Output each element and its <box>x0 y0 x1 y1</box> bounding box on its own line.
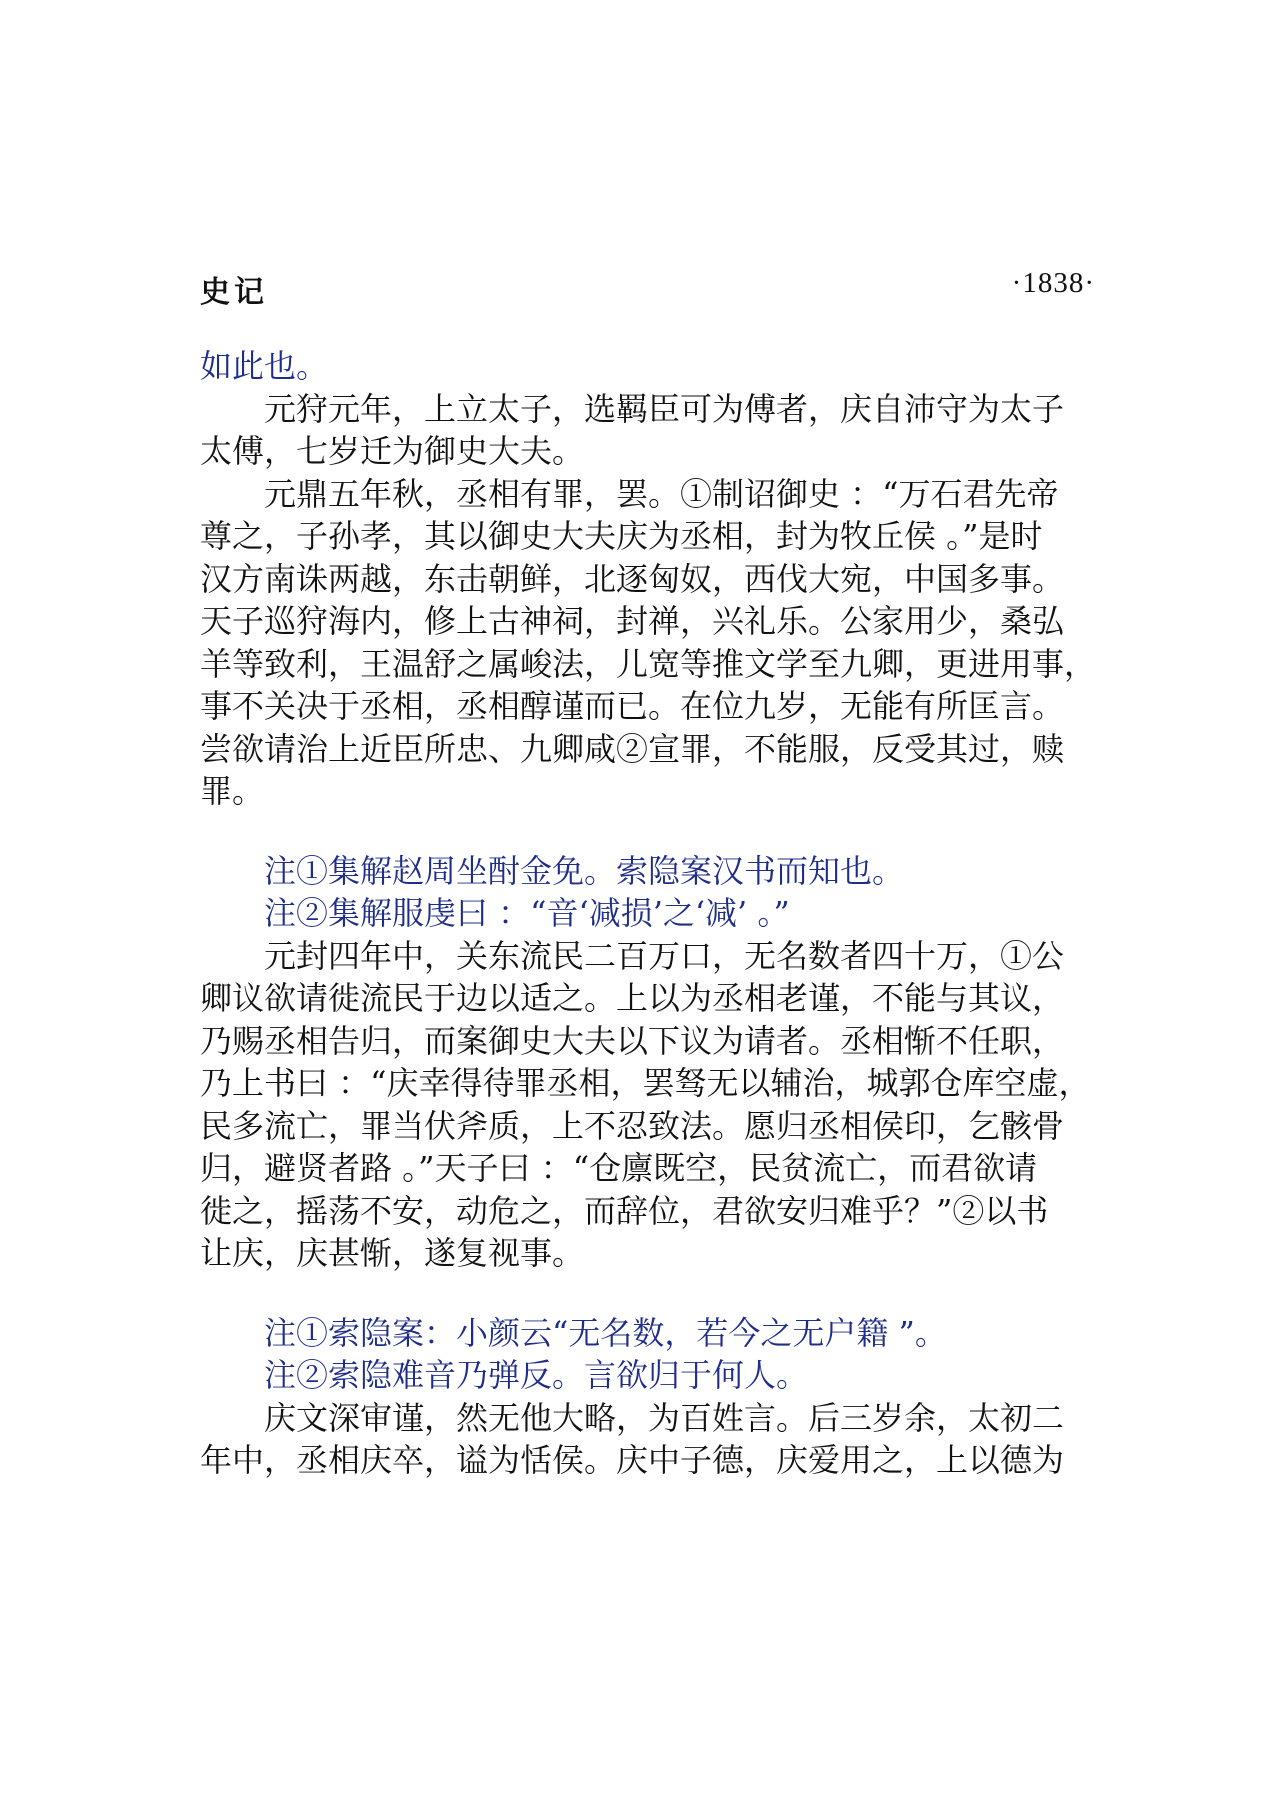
text-line: 尝欲请治上近臣所忠、九卿咸②宣罪，不能服，反受其过，赎 <box>200 729 1065 768</box>
text-line: 庆文深审谨，然无他大略，为百姓言。后三岁余，太初二 <box>264 1398 1065 1437</box>
text-line: 乃赐丞相告归，而案御史大夫以下议为请者。丞相惭不任职， <box>200 1021 1065 1060</box>
text-line: 尊之，子孙孝，其以御史大夫庆为丞相，封为牧丘侯 。”是时 <box>200 517 1043 555</box>
text-line: 元封四年中，关东流民二百万口，无名数者四十万，①公 <box>264 936 1065 975</box>
text-line: 事不关决于丞相，丞相醇谨而已。在位九岁，无能有所匡言。 <box>200 687 1065 725</box>
annotation-line: 注①索隐案：小颜云“无名数，若今之无户籍 ”。 <box>264 1313 947 1352</box>
paragraph-gap <box>200 1275 1115 1312</box>
page-number: ·1838· <box>1011 267 1095 299</box>
text-line: 卿议欲请徙流民于边以适之。上以为丞相老谨，不能与其议， <box>200 979 1065 1017</box>
text-line: 羊等致利，王温舒之属峻法，儿宽等推文学至九卿，更进用事， <box>200 644 1097 683</box>
text-line: 民多流亡，罪当伏斧质，上不忍致法。愿归丞相侯印，乞骸骨 <box>200 1106 1065 1145</box>
text-line: 徙之，摇荡不安，动危之，而辞位，君欲安归难乎？”②以书 <box>200 1191 1049 1230</box>
text-line: 年中，丞相庆卒，谥为恬侯。庆中子德，庆爱用之，上以德为 <box>200 1441 1065 1479</box>
text-line: 元鼎五年秋，丞相有罪，罢。①制诏御史 ：“万石君先帝 <box>264 474 1059 513</box>
annotation-line: 注①集解赵周坐酎金免。索隐案汉书而知也。 <box>264 851 905 890</box>
text-line: 天子巡狩海内，修上古神祠，封禅，兴礼乐。公家用少，桑弘 <box>200 602 1065 640</box>
text-line: 罪。 <box>200 772 265 810</box>
paragraph-gap <box>200 813 1115 850</box>
text-line: 乃上书曰 ：“庆幸得待罪丞相，罢驽无以辅治，城郭仓库空虚， <box>200 1064 1091 1102</box>
text-line: 让庆，庆甚惭，遂复视事。 <box>200 1234 585 1272</box>
annotation-line: 注②索隐难音乃弹反。言欲归于何人。 <box>264 1356 809 1394</box>
annotation-line: 注②集解服虔曰 ：“音‘减损’之‘减’ 。” <box>264 894 790 932</box>
text-line: 归，避贤者路 。”天子曰 ：“仓廪既空，民贫流亡，而君欲请 <box>200 1149 1038 1187</box>
annotation-line: 如此也。 <box>200 347 329 385</box>
text-line: 元狩元年，上立太子，选羁臣可为傅者，庆自沛守为太子 <box>264 389 1065 428</box>
text-line: 汉方南诛两越，东击朝鲜，北逐匈奴，西伐大宛，中国多事。 <box>200 559 1065 598</box>
page-header <box>200 267 1095 317</box>
body-text <box>200 345 1115 1482</box>
text-line: 太傅，七岁迁为御史大夫。 <box>200 432 585 470</box>
book-title: 史记 <box>200 275 268 310</box>
